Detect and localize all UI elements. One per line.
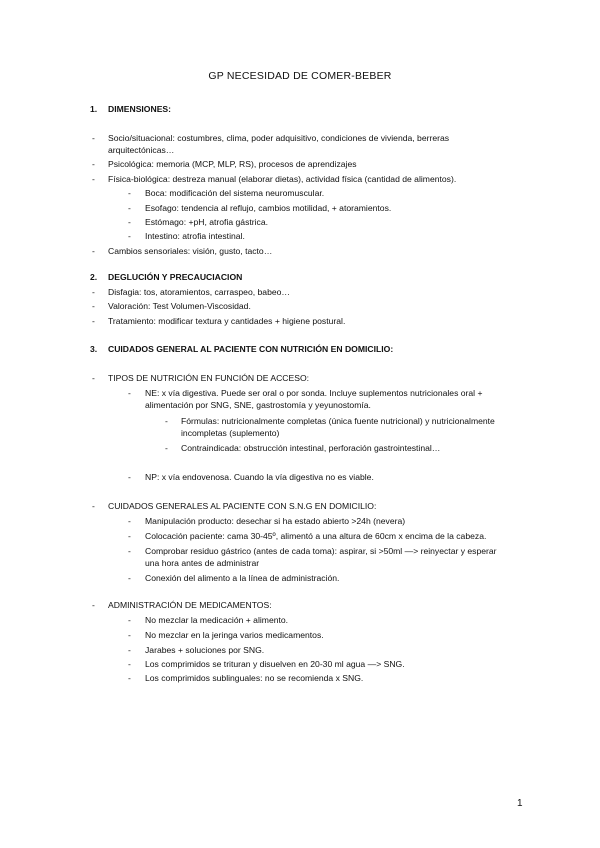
sub-list-item: NP: x vía endovenosa. Cuando la vía digestiva no es viable. [145, 472, 374, 482]
sub-list-item: No mezclar la medicación + alimento. [145, 615, 289, 625]
section-number: 2. [90, 272, 98, 282]
sub-list-item: Los comprimidos se trituran y disuelven en 20-30 ml agua —> SNG. [145, 659, 405, 669]
section-number: 1. [90, 104, 98, 114]
bullet: - [92, 246, 95, 256]
sub-list-item: NE: x vía digestiva. Puede ser oral o por sonda. Incluye suplementos nutricionales oral + [145, 388, 483, 398]
bullet: - [128, 388, 131, 398]
bullet: - [128, 573, 131, 583]
list-item: Tratamiento: modificar textura y cantidades + higiene postural. [108, 316, 346, 326]
subsection-heading: ADMINISTRACIÓN DE MEDICAMENTOS: [108, 600, 272, 610]
sub-list-item-continuation: alimentación por SNG, SNE, gastrostomía y yeyunostomía. [145, 400, 371, 410]
bullet: - [92, 133, 95, 143]
bullet: - [92, 501, 95, 511]
sub-list-item: Conexión del alimento a la línea de administración. [145, 573, 340, 583]
bullet: - [165, 443, 168, 453]
page-number: 1 [517, 798, 523, 809]
bullet: - [128, 531, 131, 541]
sub-sub-list-item-continuation: incompletas (suplemento) [181, 428, 280, 438]
bullet: - [128, 203, 131, 213]
subsection-heading: TIPOS DE NUTRICIÓN EN FUNCIÓN DE ACCESO: [108, 373, 310, 383]
sub-sub-list-item: Contraindicada: obstrucción intestinal, perforación gastrointestinal… [181, 443, 441, 453]
bullet: - [128, 516, 131, 526]
bullet: - [165, 416, 168, 426]
list-item: Socio/situacional: costumbres, clima, poder adquisitivo, condiciones de vivienda, berreras [108, 133, 450, 143]
bullet: - [92, 287, 95, 297]
sub-list-item: Boca: modificación del sistema neuromuscular. [145, 188, 325, 198]
section-heading: DEGLUCIÓN Y PRECAUCIACION [108, 272, 243, 282]
document-title: GP NECESIDAD DE COMER-BEBER [208, 70, 392, 82]
sub-list-item: Manipulación producto: desechar si ha estado abierto >24h (nevera) [145, 516, 406, 526]
subsection-heading: CUIDADOS GENERALES AL PACIENTE CON S.N.G EN DOMICILIO: [108, 501, 377, 511]
bullet: - [92, 174, 95, 184]
sub-list-item-continuation: una hora antes de administrar [145, 558, 260, 568]
sub-list-item: Intestino: atrofia intestinal. [145, 231, 245, 241]
bullet: - [128, 188, 131, 198]
bullet: - [92, 316, 95, 326]
bullet: - [128, 659, 131, 669]
section-heading: CUIDADOS GENERAL AL PACIENTE CON NUTRICIÓN EN DOMICILIO: [108, 344, 394, 354]
bullet: - [128, 645, 131, 655]
sub-list-item: Colocación paciente: cama 30-45º, alimentó a una altura de 60cm x encima de la cabeza. [145, 531, 487, 541]
sub-list-item: Los comprimidos sublinguales: no se recomienda x SNG. [145, 673, 364, 683]
section-heading: DIMENSIONES: [108, 104, 172, 114]
bullet: - [92, 600, 95, 610]
list-item: Física-biológica: destreza manual (elaborar dietas), actividad física (cantidad de alimentos). [108, 174, 457, 184]
list-item: Psicológica: memoria (MCP, MLP, RS), procesos de aprendizajes [108, 159, 357, 169]
bullet: - [128, 217, 131, 227]
bullet: - [128, 546, 131, 556]
sub-list-item: Comprobar residuo gástrico (antes de cada toma): aspirar, si >50ml —> reinyectar y esperar [145, 546, 497, 556]
bullet: - [128, 673, 131, 683]
sub-list-item: Jarabes + soluciones por SNG. [145, 645, 265, 655]
bullet: - [92, 373, 95, 383]
sub-list-item: No mezclar en la jeringa varios medicamentos. [145, 630, 324, 640]
bullet: - [92, 301, 95, 311]
list-item: Cambios sensoriales: visión, gusto, tacto… [108, 246, 273, 256]
list-item: Disfagia: tos, atoramientos, carraspeo, babeo… [108, 287, 290, 297]
bullet: - [128, 630, 131, 640]
sub-list-item: Esofago: tendencia al reflujo, cambios motilidad, + atoramientos. [145, 203, 392, 213]
list-item: Valoración: Test Volumen-Viscosidad. [108, 301, 251, 311]
bullet: - [92, 159, 95, 169]
bullet: - [128, 615, 131, 625]
sub-list-item: Estómago: +pH, atrofia gástrica. [145, 217, 268, 227]
list-item-continuation: arquitectónicas… [108, 145, 175, 155]
bullet: - [128, 231, 131, 241]
bullet: - [128, 472, 131, 482]
sub-sub-list-item: Fórmulas: nutricionalmente completas (única fuente nutricional) y nutricionalmente [181, 416, 495, 426]
section-number: 3. [90, 344, 98, 354]
